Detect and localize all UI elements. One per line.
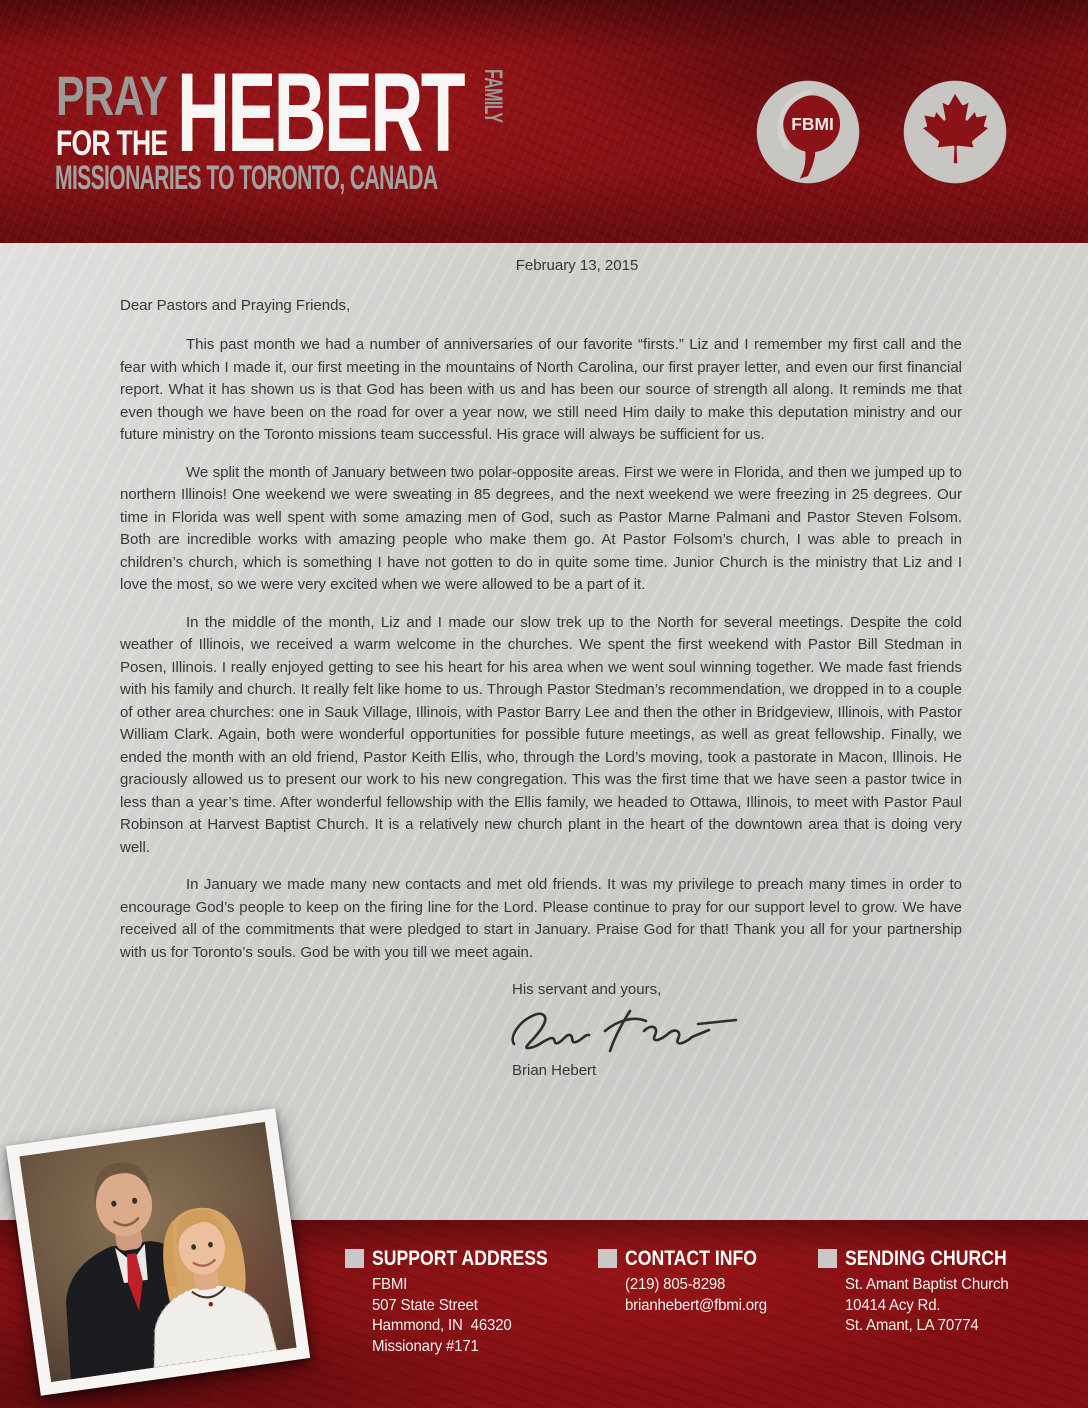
footer-line: FBMI: [372, 1276, 408, 1293]
fbmi-label: FBMI: [791, 114, 834, 135]
footer-support-address: [345, 1248, 581, 1357]
footer-line: 507 State Street: [372, 1296, 478, 1314]
logo-surname: HEBERT: [177, 50, 463, 175]
square-bullet-icon: [818, 1249, 837, 1268]
footer-line: Missionary #171: [372, 1337, 479, 1355]
footer-phone: (219) 805-8298: [625, 1276, 726, 1293]
letter-paragraph-4: In January we made many new contacts and met old friends. It was my privilege to preach many times in order to encourage God’s people to keep on the firing line for the Lord. Please continue to pray for our support level to grow. We have received all of the commitments that were pledged to start in January. Praise God for that! Thank you all for your partnership with us for Toronto’s souls. God be with you till we meet again.: [120, 876, 962, 961]
footer-line: St. Amant, LA 70774: [845, 1317, 979, 1334]
footer-title: SENDING CHURCH: [845, 1247, 1007, 1270]
letter-paragraph-3: In the middle of the month, Liz and I made our slow trek up to the North for several meetings. Despite the cold weather of Illinois, we received a warm welcome in the churches. We spent the first weekend with Pastor Bill Stedman in Posen, Illinois. I really enjoyed getting to see his heart for his area when we went soul winning together. We made fast friends with his family and church. It really felt like home to us. Through Pastor Stedman’s recommendation, we dropped in to a couple of other area churches: one in Sauk Village, Illinois, with Pastor Barry Lee and then the other in Bridgeview, Illinois, with Pastor William Clark. Again, both were wonderful opportunities for possible future meetings, as well as great fellowship. Finally, we ended the month with an old friend, Pastor Keith Ellis, who, through the Lord’s moving, took a pastorate in Macon, Illinois. He graciously allowed us to present our work to his new congregation. This was the first time that we have seen a pastor twice in less than a year’s time. After wonderful fellowship with the Ellis family, we headed to Ottawa, Illinois, to meet with Pastor Paul Robinson at Harvest Baptist Church. It is a relatively new church plant in the heart of the downtown area that is doing very well.: [120, 613, 962, 856]
footer-title: CONTACT INFO: [625, 1247, 757, 1270]
footer-line: 10414 Acy Rd.: [845, 1296, 941, 1314]
logo-subtitle: MISSIONARIES TO TORONTO, CANADA: [55, 159, 438, 197]
letter-paragraph-1: This past month we had a number of anniversaries of our favorite “firsts.” Liz and I remember my first call and the fear with which I made it, our first meeting in the mountains of North Carolina, our first prayer letter, and even our first financial report. What it has shown us is that God has been with us and has been our source of strength all along. It reminds me that even though we have been on the road for over a year now, we still need Him daily to make this deputation ministry and our future ministry on the Toronto missions team successful. His grace will always be sufficient for us.: [120, 336, 962, 443]
footer-sending-church: [818, 1248, 1038, 1337]
fbmi-logo-icon: [753, 77, 863, 192]
letter-date: February 13, 2015: [515, 257, 639, 274]
signature-name: Brian Hebert: [512, 1061, 597, 1079]
letter-paragraph-2: We split the month of January between two polar-opposite areas. First we were in Florida, and then we jumped up to northern Illinois! One weekend we were sweating in 85 degrees, and the next weekend we were freezing in 25 degrees. Our time in Florida was well spent with some amazing men of God, such as Pastor Marne Palmani and Pastor Steven Folsom. Both are incredible works with amazing people who make them go. At Pastor Folsom’s church, I was able to preach in children’s church, which is something I have not gotten to do in quite some time. Junior Church is the ministry that Liz and I love the most, so we were very excited when we were allowed to be a part of it.: [120, 463, 962, 593]
letter-closing: His servant and yours,: [512, 981, 662, 998]
square-bullet-icon: [598, 1249, 617, 1268]
square-bullet-icon: [345, 1249, 364, 1268]
letter-salutation: Dear Pastors and Praying Friends,: [120, 296, 351, 314]
logo-word-family: FAMILY: [479, 69, 507, 123]
footer-title: SUPPORT ADDRESS: [372, 1247, 548, 1270]
letterhead-band: [0, 0, 1088, 243]
logo-word-pray: PRAY: [56, 64, 168, 127]
footer-contact-info: [598, 1248, 782, 1316]
canada-maple-leaf-icon: [900, 77, 1010, 192]
closing-block: [512, 979, 962, 1082]
logo-word-for-the: FOR THE: [56, 124, 168, 163]
footer-line: St. Amant Baptist Church: [845, 1276, 1009, 1293]
signature-scribble: [508, 1004, 758, 1060]
letter-body: [0, 243, 1088, 1220]
footer-line: Hammond, IN 46320: [372, 1317, 512, 1334]
footer-email: brianhebert@fbmi.org: [625, 1296, 767, 1314]
family-photo: [6, 1108, 310, 1395]
